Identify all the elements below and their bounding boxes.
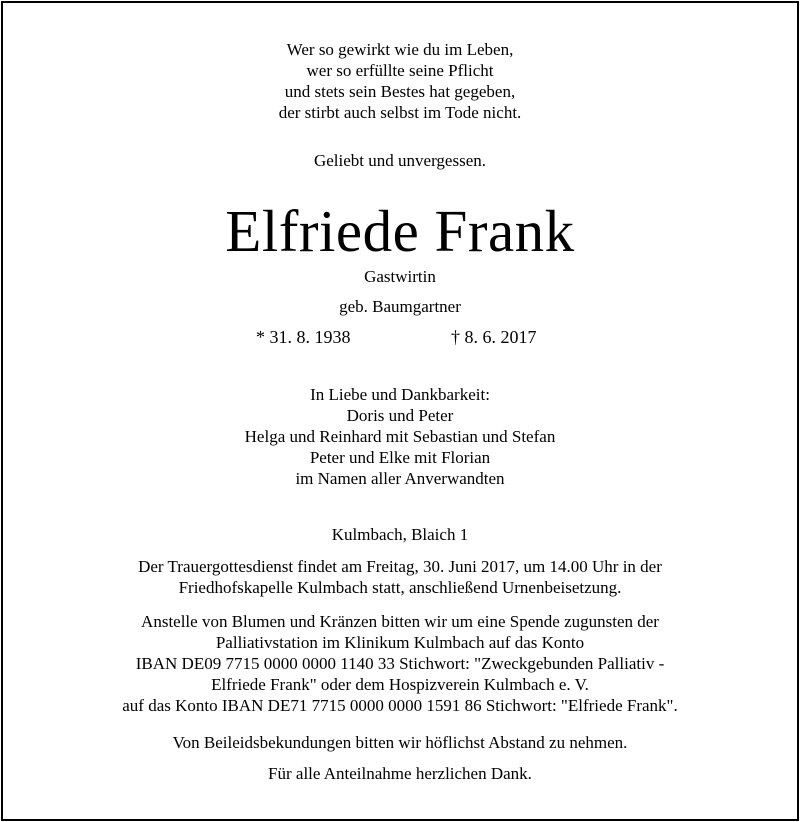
death-date: † 8. 6. 2017 <box>451 327 537 347</box>
motto: Geliebt und unvergessen. <box>313 151 486 170</box>
memorial-poem <box>0 39 800 123</box>
donation-line: IBAN DE09 7715 0000 0000 1140 33 Stichwort: "Zweckgebunden Palliativ - <box>135 654 665 673</box>
maiden-name: geb. Baumgartner <box>339 297 461 316</box>
deceased-occupation: Gastwirtin <box>364 267 436 286</box>
mourners-line: Helga und Reinhard mit Sebastian und Stefan <box>244 427 556 446</box>
donation-line: auf das Konto IBAN DE71 7715 0000 0000 1591 86 Stichwort: "Elfriede Frank". <box>122 696 678 715</box>
poem-line: wer so erfüllte seine Pflicht <box>306 61 494 80</box>
condolence-note: Von Beileidsbekundungen bitten wir höflichst Abstand zu nehmen. <box>172 733 628 752</box>
poem-line: der stirbt auch selbst im Tode nicht. <box>278 103 522 122</box>
service-line: Der Trauergottesdienst findet am Freitag, 30. Juni 2017, um 14.00 Uhr in der <box>138 557 662 576</box>
mourners-line: In Liebe und Dankbarkeit: <box>310 385 490 404</box>
address: Kulmbach, Blaich 1 <box>331 525 469 544</box>
service-line: Friedhofskapelle Kulmbach statt, anschließend Urnenbeisetzung. <box>178 578 622 597</box>
deceased-name: Elfriede Frank <box>225 198 575 264</box>
donation-line: Anstelle von Blumen und Kränzen bitten wir um eine Spende zugunsten der <box>141 612 659 631</box>
thanks-note: Für alle Anteilnahme herzlichen Dank. <box>268 764 532 783</box>
mourners-line: im Namen aller Anverwandten <box>295 469 505 488</box>
poem-line: und stets sein Bestes hat gegeben, <box>284 82 516 101</box>
mourners-list <box>0 384 800 489</box>
birth-date: * 31. 8. 1938 <box>256 327 351 347</box>
donation-line: Elfriede Frank" oder dem Hospizverein Kulmbach e. V. <box>211 675 589 694</box>
mourners-line: Doris und Peter <box>346 406 454 425</box>
donation-line: Palliativstation im Klinikum Kulmbach auf das Konto <box>215 633 585 652</box>
donation-info <box>0 611 800 716</box>
poem-line: Wer so gewirkt wie du im Leben, <box>286 40 514 59</box>
mourners-line: Peter und Elke mit Florian <box>309 448 491 467</box>
service-info <box>0 556 800 598</box>
